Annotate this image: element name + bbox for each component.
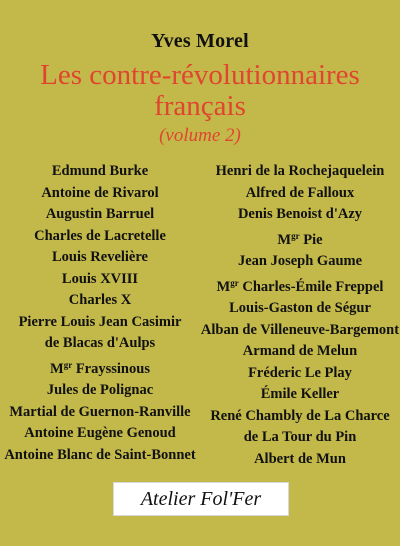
name-martial-de-guernon-ranville: Martial de Guernon-Ranville	[9, 403, 191, 420]
honorific-prefix: M	[277, 231, 292, 248]
name-la-tour-du-pin-line-1: René Chambly de La Charce	[210, 407, 390, 424]
name-louis-reveliere: Louis Revelière	[52, 249, 148, 265]
name-la-tour-du-pin-line-2: de La Tour du Pin	[243, 429, 357, 445]
honorific-superscript: gr	[230, 277, 239, 288]
name-charles-x: Charles X	[68, 292, 132, 308]
name-jean-joseph-gaume: Jean Joseph Gaume	[237, 253, 363, 269]
honorific-superscript: gr	[291, 230, 300, 241]
names-column-right	[200, 161, 400, 470]
publisher-label: Atelier Fol'Fer	[113, 482, 289, 516]
honorific-name: Frayssinous	[72, 360, 150, 377]
name-blacas-line-2: de Blacas d'Aulps	[44, 335, 156, 351]
honorific-prefix: M	[50, 360, 64, 377]
book-title-line-1: Les contre-révolutionnaires	[40, 59, 360, 91]
name-charles-de-lacretelle: Charles de Lacretelle	[34, 227, 166, 244]
honorific-name: Charles-Émile Freppel	[238, 278, 384, 295]
names-column-left	[0, 161, 200, 466]
name-armand-de-melun: Armand de Melun	[242, 343, 358, 359]
volume-label: (volume 2)	[159, 125, 241, 146]
name-louis-gaston-de-segur: Louis-Gaston de Ségur	[229, 300, 371, 316]
name-blacas-line-1: Pierre Louis Jean Casimir	[18, 313, 182, 330]
name-albert-de-mun: Albert de Mun	[254, 450, 346, 467]
name-henri-de-la-rochejaquelein: Henri de la Rochejaquelein	[215, 163, 385, 179]
name-jules-de-polignac: Jules de Polignac	[46, 382, 154, 398]
name-antoine-eugene-genoud: Antoine Eugène Genoud	[24, 425, 176, 441]
name-charles-emile-freppel	[200, 273, 400, 299]
name-antoine-de-rivarol: Antoine de Rivarol	[41, 184, 159, 201]
author-name: Yves Morel	[151, 30, 249, 52]
name-pie	[200, 226, 400, 252]
name-louis-xviii: Louis XVIII	[61, 270, 139, 287]
honorific-superscript: gr	[63, 359, 73, 370]
name-alfred-de-falloux: Alfred de Falloux	[245, 184, 355, 201]
honorific-prefix: M	[216, 278, 231, 295]
name-denis-benoist-dazy: Denis Benoist d'Azy	[237, 206, 363, 222]
name-edmund-burke: Edmund Burke	[51, 163, 149, 179]
honorific-name: Pie	[299, 231, 323, 248]
name-frederic-le-play: Fréderic Le Play	[248, 364, 352, 381]
name-alban-de-villeneuve-bargemont: Alban de Villeneuve-Bargemont	[200, 321, 400, 338]
book-title-line-2: français	[154, 90, 246, 122]
name-antoine-blanc-de-saint-bonnet: Antoine Blanc de Saint-Bonnet	[4, 446, 196, 463]
name-augustin-barruel: Augustin Barruel	[45, 206, 155, 222]
name-emile-keller: Émile Keller	[260, 386, 340, 402]
name-frayssinous	[0, 355, 200, 381]
